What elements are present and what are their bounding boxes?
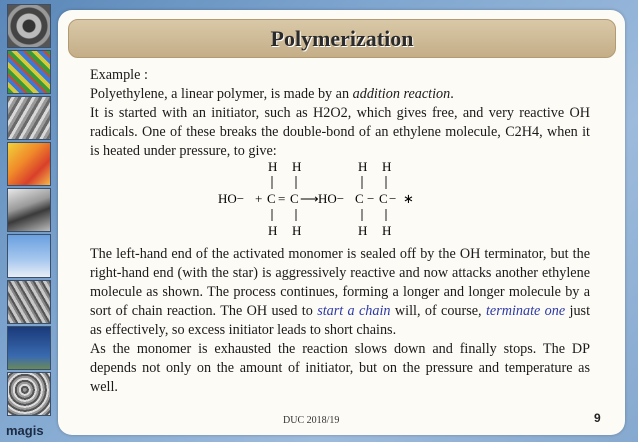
- svg-text:C: C: [290, 191, 299, 206]
- svg-text:C: C: [355, 191, 364, 206]
- termination-paragraph: As the monomer is exhausted the reaction slows down and finally stops. The DP depends not only on the amount of initiator, but on the pressure and temperature as well.: [90, 341, 590, 395]
- magis-logo: magis: [6, 423, 44, 438]
- slide-body: [90, 66, 590, 397]
- microstructure-thumbnail: [7, 50, 51, 94]
- svg-text:∗: ∗: [403, 191, 414, 206]
- fracture-thumbnail: [7, 280, 51, 324]
- slide-card: [58, 10, 625, 435]
- svg-text:C: C: [267, 191, 276, 206]
- svg-text:H: H: [268, 161, 278, 174]
- svg-text:H: H: [292, 161, 302, 174]
- heatmap-thumbnail: [7, 142, 51, 186]
- example-label: Example :: [90, 67, 148, 83]
- fiber-thumbnail: [7, 96, 51, 140]
- svg-text:H: H: [358, 161, 368, 174]
- svg-text:HO−: HO−: [218, 191, 245, 206]
- metal-thumbnail: [7, 188, 51, 232]
- title-bar: [68, 19, 616, 58]
- svg-text:HO−: HO−: [318, 191, 345, 206]
- svg-text:−: −: [367, 191, 375, 206]
- svg-text:+: +: [255, 191, 263, 206]
- airplane-thumbnail: [7, 234, 51, 278]
- page-number: 9: [594, 411, 601, 425]
- svg-text:H: H: [382, 161, 392, 174]
- svg-text:H: H: [358, 223, 368, 238]
- svg-text:C: C: [379, 191, 388, 206]
- initiator-paragraph: It is started with an initiator, such as H2O2, which gives free, and very reactive OH radicals. One of these breaks the double-bond of an ethylene molecule, C2H4, when it is heated under pressure, to give:: [90, 105, 590, 159]
- image-strip: [0, 0, 58, 442]
- svg-text:⟶: ⟶: [300, 191, 319, 206]
- turbine-thumbnail: [7, 4, 51, 48]
- chain-paragraph: The left-hand end of the activated monomer is sealed off by the OH terminator, but the right-hand end (with the star) is aggressively reactive and now attacks another ethylene molecule as shown. The process continues, forming a longer and longer molecule by a sort of chain reaction. The OH used to start a chain will, of course, terminate one just as effectively, so excess initiator leads to short chains.: [90, 246, 591, 338]
- svg-text:H: H: [292, 223, 302, 238]
- porous-thumbnail: [7, 372, 51, 416]
- intro-line: Polyethylene, a linear polymer, is made by an addition reaction.: [90, 86, 454, 102]
- slide-title: Polymerization: [270, 25, 414, 51]
- svg-text:H: H: [268, 223, 278, 238]
- footer-label: DUC 2018/19: [283, 415, 340, 426]
- svg-text:H: H: [382, 223, 392, 238]
- svg-text:−: −: [389, 191, 397, 206]
- wind-turbine-thumbnail: [7, 326, 51, 370]
- svg-text:=: =: [278, 191, 286, 206]
- reaction-equation: [90, 161, 590, 245]
